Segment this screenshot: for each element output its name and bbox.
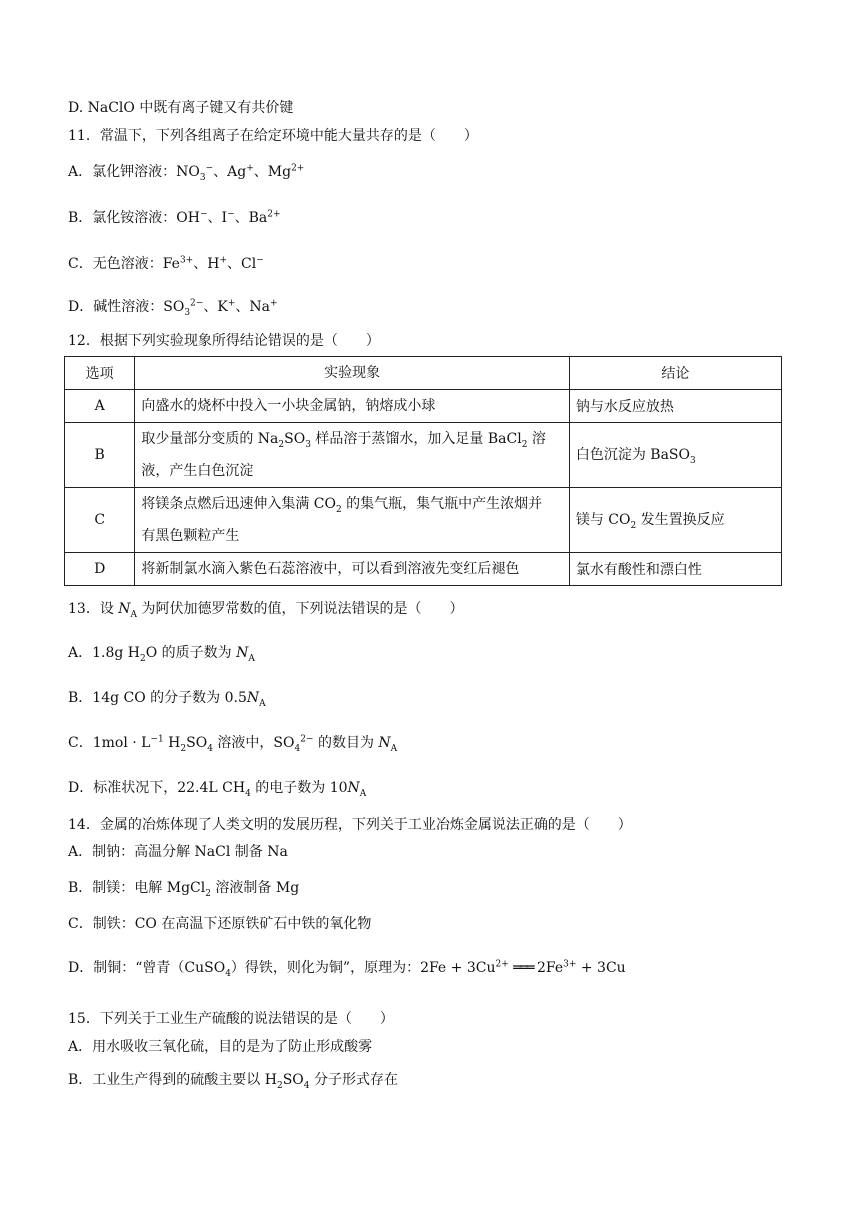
- q12-stem: 12．根据下列实验现象所得结论错误的是（ ）: [68, 333, 380, 349]
- row-c-option: C: [65, 487, 135, 552]
- row-d-phenomenon: 将新制氯水滴入紫色石蕊溶液中，可以看到溶液先变红后褪色: [135, 552, 569, 585]
- q13-option-c: C．$1mol \cdot L^{-1}$ $H_2SO_4$ 溶液中，$SO_4^{2-}$ 的数目为 $N_A$: [68, 734, 398, 754]
- row-d-option: D: [65, 552, 135, 585]
- table-header-row: [65, 357, 782, 390]
- q13-stem-prefix: 13．设: [68, 601, 114, 617]
- q14-option-b: B．制镁：电解 MgCl$_2$ 溶液制备 Mg: [68, 880, 300, 899]
- q14-stem: 14．金属的冶炼体现了人类文明的发展历程，下列关于工业冶炼金属说法正确的是（ ）: [68, 817, 632, 833]
- header-conclusion: 结论: [569, 357, 781, 390]
- q10-option-d: D. NaClO 中既有离子键又有共价键: [68, 100, 294, 116]
- q13-stem: 13．设 $N_A$ 为阿伏加德罗常数的值，下列说法错误的是（ ）: [68, 601, 464, 620]
- header-phenomenon: 实验现象: [135, 357, 569, 390]
- q15-stem: 15．下列关于工业生产硫酸的说法错误的是（ ）: [68, 1011, 394, 1027]
- q11-option-d: D．碱性溶液：$SO_3^{2-}$、K+、Na+: [68, 298, 278, 318]
- table-row-b: [65, 423, 782, 488]
- table-row-d: [65, 552, 782, 585]
- q13-option-d: D．标准状况下，22.4L $CH_4$ 的电子数为 $10N_A$: [68, 780, 367, 799]
- header-option: 选项: [65, 357, 135, 390]
- q11-stem: 11．常温下，下列各组离子在给定环境中能大量共存的是（ ）: [68, 128, 478, 144]
- q14-option-a: A．制钠：高温分解 NaCl 制备 Na: [68, 844, 288, 860]
- row-a-option: A: [65, 390, 135, 423]
- q11-option-d-prefix: D．碱性溶液：: [68, 299, 164, 315]
- q11-option-c-prefix: C．无色溶液：: [68, 256, 163, 272]
- row-a-phenomenon: 向盛水的烧杯中投入一小块金属钠，钠熔成小球: [135, 390, 569, 423]
- row-b-phenomenon: 取少量部分变质的 $Na_2SO_3$ 样品溶于蒸馏水，加入足量 BaCl$_2$ 溶 液，产生白色沉淀: [135, 423, 569, 488]
- row-b-option: B: [65, 423, 135, 488]
- table-row-c: [65, 487, 782, 552]
- q14-option-d: D．制铜：“曾青（CuSO$_4$）得铁，则化为铜”，原理为：$2Fe + 3Cu^{2+}$ ═══ $2Fe^{3+} + 3Cu$: [68, 959, 626, 979]
- q13-option-b: B．14g CO 的分子数为 $0.5N_A$: [68, 690, 266, 709]
- q13-option-a: A．1.8g $H_2O$ 的质子数为 $N_A$: [68, 645, 255, 664]
- q14-option-c: C．制铁：CO 在高温下还原铁矿石中铁的氧化物: [68, 916, 372, 932]
- row-c-phenomenon: 将镁条点燃后迅速伸入集满 $CO_2$ 的集气瓶，集气瓶中产生浓烟并 有黑色颗粒产生: [135, 487, 569, 552]
- q11-option-b-prefix: B．氯化铵溶液：: [68, 210, 177, 226]
- q11-option-a: A．氯化钾溶液：$NO_3^-$、Ag+、$Mg^{2+}$: [68, 163, 305, 183]
- q15-option-a: A．用水吸收三氧化硫，目的是为了防止形成酸雾: [68, 1039, 373, 1055]
- q15-option-b: B．工业生产得到的硫酸主要以 $H_2SO_4$ 分子形式存在: [68, 1072, 398, 1091]
- q11-option-b: B．氯化铵溶液：OH−、I−、$Ba^{2+}$: [68, 209, 281, 226]
- row-a-conclusion: 钠与水反应放热: [569, 390, 781, 423]
- table-row-a: [65, 390, 782, 423]
- row-b-conclusion: 白色沉淀为 BaSO$_3$: [569, 423, 781, 488]
- row-d-conclusion: 氯水有酸性和漂白性: [569, 552, 781, 585]
- row-c-conclusion: 镁与 $CO_2$ 发生置换反应: [569, 487, 781, 552]
- q11-option-c: C．无色溶液：$Fe^{3+}$、H+、Cl−: [68, 255, 264, 272]
- q11-option-a-prefix: A．氯化钾溶液：: [68, 164, 177, 180]
- q12-table: [64, 356, 782, 586]
